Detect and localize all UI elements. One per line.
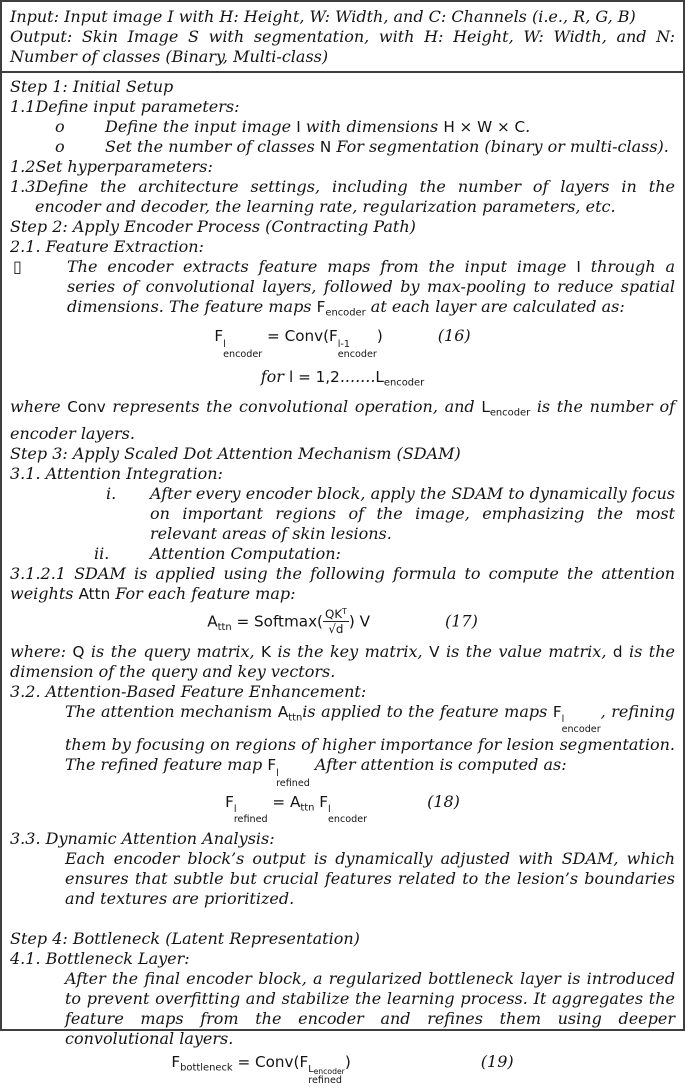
eq-16 <box>10 323 675 363</box>
math-subsup-stack <box>562 715 601 735</box>
math-run: = Conv(F <box>262 327 338 346</box>
text-run: for <box>260 366 290 386</box>
math-run: = A <box>267 792 301 811</box>
item-3-2 <box>10 682 675 702</box>
math-run: Attn <box>78 584 111 603</box>
item-3-1-2-1 <box>10 564 675 604</box>
text-run: For segmentation (binary or multi-class). <box>331 137 669 156</box>
math-run: = Conv(F <box>232 1053 309 1072</box>
text-run: After the final encoder block, a regularized bottleneck layer is introduced to prevent overfitting and stabilize the learning process. It aggregates the feature maps from the encoder and refines them using deeper convolutional layers. <box>65 969 675 1049</box>
item-3-3-1 <box>10 849 675 909</box>
math-run: refined <box>276 777 310 789</box>
list-bullet: ii. <box>94 543 110 563</box>
math-run: L <box>308 1064 314 1076</box>
math-run: l <box>233 803 237 815</box>
equation-spacer <box>370 611 445 631</box>
math-subscript: encoder <box>313 1067 345 1077</box>
step3-heading <box>10 444 675 464</box>
list-bullet: ▯ <box>13 257 22 276</box>
math-subsup-stack <box>223 340 262 360</box>
math-run: d <box>612 642 623 661</box>
item-3-3 <box>10 829 675 849</box>
text-run: Input: Input image I with H: Height, W: Width, and C: Channels (i.e., R, G, B) <box>10 7 636 26</box>
text-run: 1.2Set hyperparameters: <box>10 157 213 176</box>
math-subscript: ttn <box>288 712 303 724</box>
math-subsup-stack <box>308 1065 345 1086</box>
text-run: Step 2: Apply Encoder Process (Contracting Path) <box>10 217 416 236</box>
text-run: 3.2. Attention-Based Feature Enhancement: <box>10 681 367 701</box>
fraction-denominator <box>326 622 345 637</box>
bullet-define-input <box>10 117 675 137</box>
item-4-1 <box>10 949 675 969</box>
text-run: with dimensions <box>300 117 444 136</box>
text-run: is the dimension of the query and key vectors. <box>10 641 675 681</box>
step1-heading <box>10 77 675 97</box>
algorithm-io-header <box>2 2 683 73</box>
eq-18 <box>10 789 675 829</box>
math-run: F <box>225 792 234 811</box>
math-run: V <box>429 642 440 661</box>
stack-subscript <box>234 815 268 825</box>
list-bullet: i. <box>106 483 117 503</box>
text-run: Step 4: Bottleneck (Latent Representation) <box>10 929 360 949</box>
text-run: Each encoder block’s output is dynamically adjusted with SDAM, which ensures that subtle but crucial features related to the lesion’s boundaries and textures are prioritized. <box>65 849 675 909</box>
text-run: is applied to the feature maps <box>302 701 553 721</box>
math-subscript: ttn <box>217 621 232 633</box>
math-run: ) V <box>348 612 370 631</box>
math-run: refined <box>233 814 268 825</box>
math-run: encoder <box>223 348 263 360</box>
text-run: After every encoder block, apply the SDAM to dynamically focus on important regions of the image, emphasizing the most relevant areas of skin lesions. <box>150 483 675 543</box>
equation-spacer <box>383 326 438 346</box>
text-run: Set the number of classes <box>105 137 320 156</box>
text-run: For each feature map: <box>110 583 296 603</box>
text-run: is the query matrix, <box>84 641 262 661</box>
roman-ii <box>10 544 675 564</box>
math-subsup-stack <box>338 340 377 360</box>
text-run: where <box>10 397 68 417</box>
text-run: The attention mechanism <box>65 701 278 721</box>
item-3-1 <box>10 464 675 484</box>
list-bullet <box>10 849 65 869</box>
text-run: is the value matrix, <box>439 641 613 661</box>
math-run: encoder <box>328 814 368 825</box>
math-run: I <box>576 258 581 276</box>
text-run: is the key matrix, <box>271 641 430 661</box>
math-run: N <box>319 138 332 156</box>
list-bullet: o <box>55 117 65 136</box>
math-run: l <box>276 767 279 779</box>
text-run: 3.1. Attention Integration: <box>10 463 223 483</box>
eq-17 <box>10 604 675 642</box>
step4-heading <box>10 929 675 949</box>
math-run: A <box>207 612 218 631</box>
eq-19 <box>10 1049 675 1090</box>
math-run: l-1 <box>337 338 350 350</box>
math-run: ) <box>344 1053 351 1072</box>
bullet-encoder-extracts <box>10 257 675 323</box>
input-spec-line <box>10 7 675 27</box>
math-run: F <box>214 327 224 346</box>
text-run: (17) <box>444 611 478 631</box>
text-run: , refining them by focusing on regions of higher importance for lesion segmentation. The refined feature map <box>65 701 676 775</box>
text-run: 3.3. Dynamic Attention Analysis: <box>10 829 275 849</box>
math-run: F <box>316 298 326 316</box>
math-run: Conv <box>67 398 106 417</box>
math-subscript: encoder <box>325 307 366 319</box>
where-conv-note <box>10 397 675 443</box>
text-run: (19) <box>480 1052 514 1072</box>
math-run: F <box>552 702 562 721</box>
text-run: where: <box>10 641 73 661</box>
text-run: 1.3Define the architecture settings, including the number of layers in the encoder and decoder, the learning rate, regularization parameters, etc. <box>10 177 675 216</box>
text-run: After attention is computed as: <box>309 755 567 775</box>
math-superscript: T <box>342 606 347 616</box>
math-run: encoder <box>561 724 601 736</box>
stack-subscript <box>308 1076 342 1086</box>
text-run: 4.1. Bottleneck Layer: <box>10 949 190 969</box>
item-3-2-1 <box>10 702 675 789</box>
list-bullet <box>10 969 65 989</box>
text-run: Define the input image <box>105 117 297 136</box>
math-run: K <box>261 642 271 661</box>
text-run: ....... <box>339 366 376 386</box>
equation-spacer <box>367 792 427 812</box>
stack-subscript <box>328 815 367 825</box>
math-run: l <box>328 803 331 815</box>
text-run: Attention Computation: <box>150 543 341 563</box>
math-run: F <box>314 792 328 811</box>
item-1-1 <box>10 97 675 117</box>
math-run: l <box>223 338 226 350</box>
blank-line <box>10 909 675 929</box>
math-subscript: encoder <box>383 377 425 389</box>
stack-subscript <box>562 725 601 735</box>
text-run: (16) <box>437 326 471 346</box>
stack-subscript <box>338 350 377 360</box>
math-subscript: encoder <box>489 407 531 419</box>
where-qkvd-note <box>10 642 675 682</box>
math-run: refined <box>308 1075 342 1087</box>
math-run: = Softmax( <box>231 612 323 631</box>
text-run: Step 3: Apply Scaled Dot Attention Mechanism (SDAM) <box>10 443 461 463</box>
step2-heading <box>10 217 675 237</box>
item-1-3 <box>10 177 675 217</box>
math-run: l <box>561 714 565 726</box>
output-spec-line <box>10 27 675 67</box>
math-run: A <box>277 702 289 721</box>
text-run: 1.1Define input parameters: <box>10 97 240 116</box>
text-run: at each layer are calculated as: <box>365 297 625 316</box>
eq-16-range <box>10 364 675 397</box>
item-2-1 <box>10 237 675 257</box>
math-run: F <box>171 1053 181 1072</box>
math-subscript: bottleneck <box>180 1062 233 1074</box>
math-subsup-stack <box>328 805 367 825</box>
math-run: Q <box>72 642 85 661</box>
math-run: √d <box>328 622 344 637</box>
item-1-2 <box>10 157 675 177</box>
math-fraction <box>323 607 349 637</box>
math-subsup-stack <box>276 769 310 789</box>
text-run: (18) <box>427 791 460 811</box>
stack-subscript <box>276 779 310 789</box>
fraction-numerator <box>323 607 349 623</box>
text-run: through a series of convolutional layers, followed by max-pooling to reduce spatial dimensions. The feature maps <box>67 257 675 316</box>
text-run: Step 1: Initial Setup <box>10 77 174 96</box>
math-run: H × W × C <box>443 118 526 136</box>
list-bullet: o <box>55 137 65 156</box>
math-run: l = 1,2 <box>289 367 340 386</box>
text-run: 3.1.2.1 SDAM is applied using the following formula to compute the attention weights <box>10 563 675 603</box>
text-run: 2.1. Feature Extraction: <box>10 237 204 256</box>
math-run: L <box>375 367 384 386</box>
text-run: The encoder extracts feature maps from the input image <box>67 257 577 276</box>
math-run: ) <box>376 327 383 346</box>
algorithm-body <box>2 73 683 1090</box>
text-run: Output: Skin Image S with segmentation, with H: Height, W: Width, and N: Number of classes (Binary, Multi-class) <box>10 27 675 66</box>
math-run: I <box>296 118 301 136</box>
math-subscript: ttn <box>300 802 315 814</box>
math-run: encoder <box>337 348 377 360</box>
math-run: F <box>267 756 277 775</box>
roman-i <box>10 484 675 544</box>
text-run: . <box>525 117 531 136</box>
math-run: QK <box>325 606 343 621</box>
list-bullet <box>10 702 65 722</box>
equation-spacer <box>351 1052 481 1072</box>
math-subsup-stack <box>234 805 268 825</box>
bullet-set-classes <box>10 137 675 157</box>
text-run: represents the convolutional operation, and <box>105 397 482 417</box>
text-run: is the number of encoder layers. <box>10 397 676 443</box>
item-4-1-1 <box>10 969 675 1049</box>
math-run: L <box>481 398 490 417</box>
stack-subscript <box>223 350 262 360</box>
